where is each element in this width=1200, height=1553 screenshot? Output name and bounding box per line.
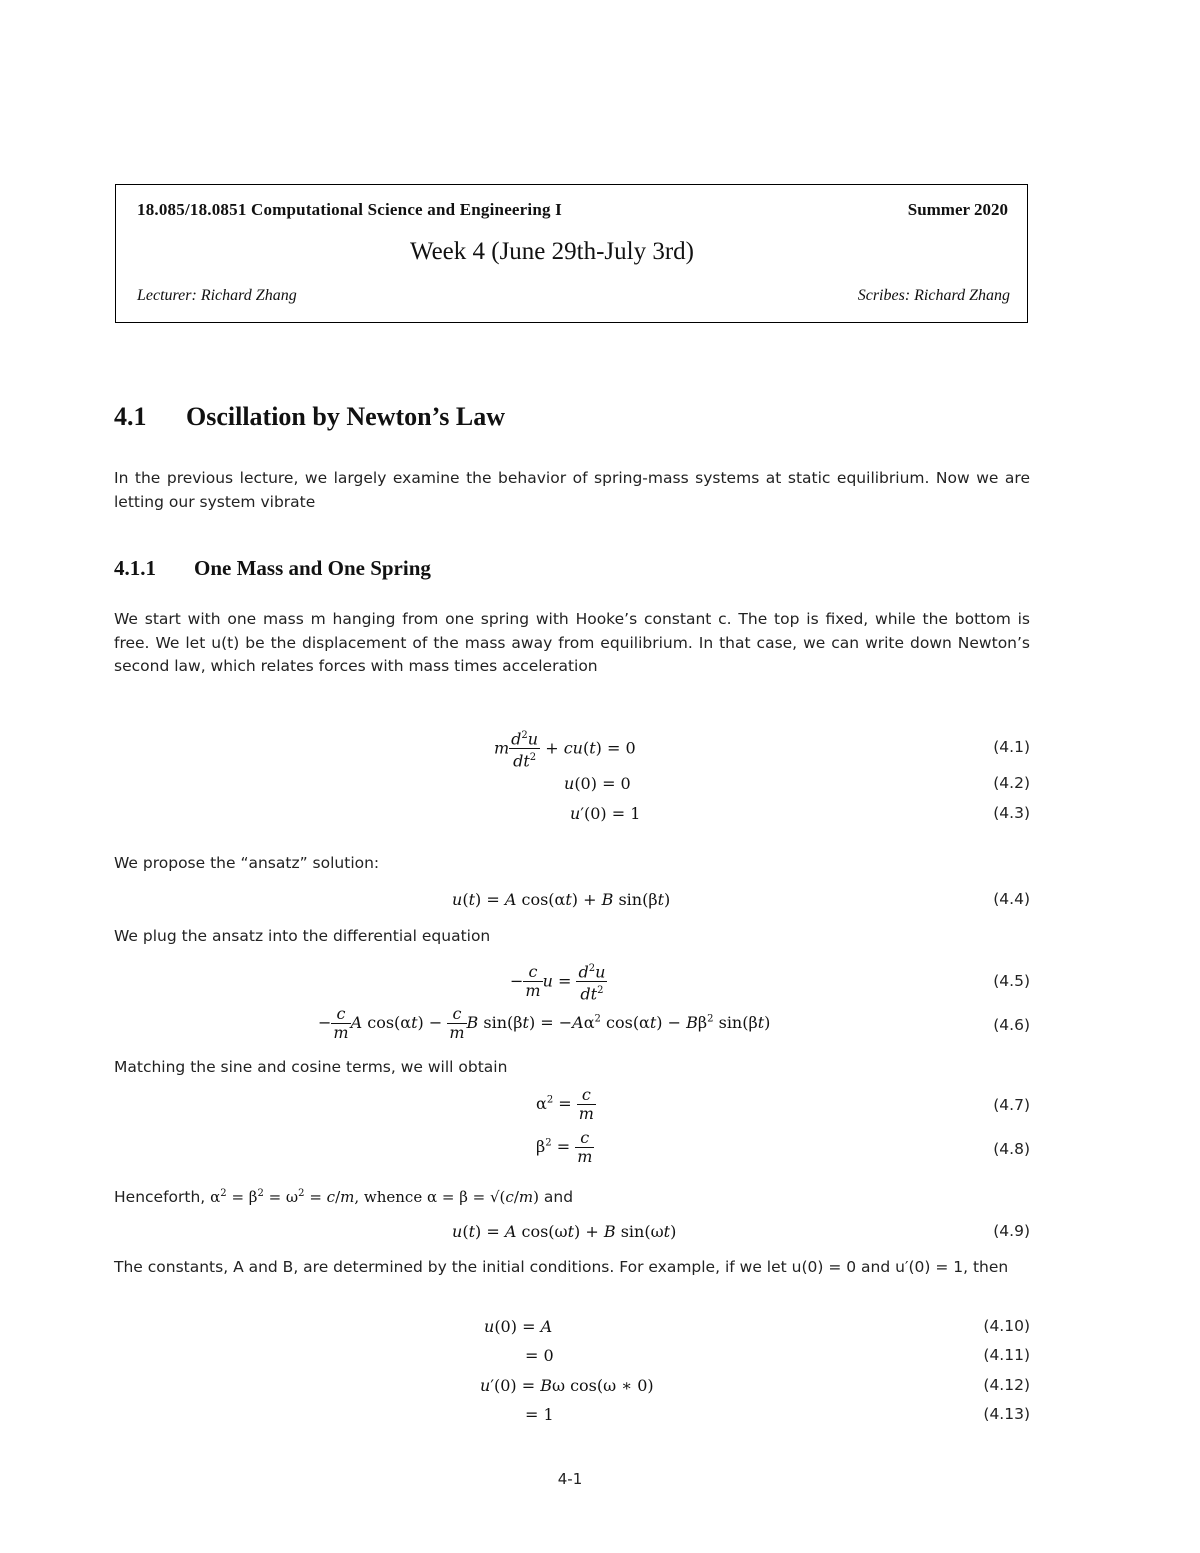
term: Summer 2020 bbox=[907, 200, 1008, 219]
paragraph-newton: We start with one mass m hanging from one spring with Hooke’s constant c. The top is fixed, while the bottom is free. We let u(t) be the displacement of the mass away from equilibrium. In that case, we can write down Newton’s second law, which relates forces with mass times acceleration bbox=[114, 610, 1030, 675]
equation-4-4: u(t) = A cos(αt) + B sin(βt) bbox=[452, 890, 671, 909]
equation-number: (4.6) bbox=[993, 1016, 1030, 1034]
henceforth-suffix: and bbox=[543, 1188, 574, 1206]
section-heading bbox=[114, 402, 505, 432]
paragraph-matching: Matching the sine and cosine terms, we will obtain bbox=[114, 1058, 508, 1076]
subsection-number: 4.1.1 bbox=[114, 556, 156, 580]
equation-4-7: $\alpha^2$ = $\frac{c}{m}$ bbox=[536, 1085, 594, 1123]
equation-4-11: = 0 bbox=[525, 1346, 554, 1365]
equation-number: (4.1) bbox=[993, 738, 1030, 756]
equation-4-3: u′(0) = 1 bbox=[570, 804, 641, 823]
equation-4-9: u(t) = A cos(ωt) + B sin(ωt) bbox=[452, 1222, 677, 1241]
equation-number: (4.3) bbox=[993, 804, 1030, 822]
henceforth-prefix: Henceforth, bbox=[114, 1188, 206, 1206]
equation-4-6: − $\frac{c}{m}$ A cos(αt) − $\frac{c}{m}$ B $\sin(\beta t) = -A\alpha^2$ $\cos(\alpha t) - B\beta^2$ sin(βt) bbox=[318, 1004, 771, 1042]
equation-4-1: m $\frac{d^2u}{dt^2}$ + cu(t) = 0 bbox=[494, 727, 636, 771]
paragraph-henceforth: Henceforth, $\alpha^2 = \beta^2 = \omega^2 = c/m$, whence α = β = √(c/m) and bbox=[114, 1188, 574, 1206]
section-intro: In the previous lecture, we largely examine the behavior of spring-mass systems at static equilibrium. Now we are letting our system vibrate bbox=[114, 469, 1030, 511]
section-title: Oscillation by Newton’s Law bbox=[186, 402, 505, 431]
lecturer: Lecturer: Richard Zhang bbox=[137, 287, 297, 304]
week-title: Week 4 (June 29th-July 3rd) bbox=[409, 238, 695, 265]
page-number: 4-1 bbox=[557, 1470, 583, 1488]
paragraph-plug: We plug the ansatz into the differential equation bbox=[114, 927, 491, 945]
equation-4-8: $\beta^2$ = $\frac{c}{m}$ bbox=[536, 1128, 593, 1166]
subsection-heading bbox=[114, 556, 431, 581]
equation-number: (4.12) bbox=[983, 1376, 1030, 1394]
equation-number: (4.4) bbox=[993, 890, 1030, 908]
equation-4-2: u(0) = 0 bbox=[564, 774, 631, 793]
equation-number: (4.2) bbox=[993, 774, 1030, 792]
equation-number: (4.5) bbox=[993, 972, 1030, 990]
equation-4-12: u′(0) = Bω cos(ω ∗ 0) bbox=[480, 1376, 654, 1395]
equation-number: (4.13) bbox=[983, 1405, 1030, 1423]
paragraph-ansatz: We propose the “ansatz” solution: bbox=[114, 854, 380, 872]
equation-number: (4.8) bbox=[993, 1140, 1030, 1158]
course-title: 18.085/18.0851 Computational Science and Engineering I bbox=[137, 200, 562, 219]
paragraph-constants: The constants, A and B, are determined by the initial conditions. For example, if we let u(0) = 0 and u′(0) = 1, then bbox=[114, 1258, 1009, 1276]
equation-4-10: u(0) = A bbox=[484, 1317, 553, 1336]
equation-4-5: − $\frac{c}{m}$ u = $\frac{d^2u}{dt^2}$ bbox=[510, 960, 607, 1004]
equation-number: (4.9) bbox=[993, 1222, 1030, 1240]
equation-number: (4.10) bbox=[983, 1317, 1030, 1335]
scribes: Scribes: Richard Zhang bbox=[857, 287, 1010, 304]
equation-number: (4.7) bbox=[993, 1096, 1030, 1114]
subsection-title: One Mass and One Spring bbox=[194, 556, 431, 580]
section-number: 4.1 bbox=[114, 402, 147, 431]
equation-4-13: = 1 bbox=[525, 1405, 554, 1424]
equation-number: (4.11) bbox=[983, 1346, 1030, 1364]
